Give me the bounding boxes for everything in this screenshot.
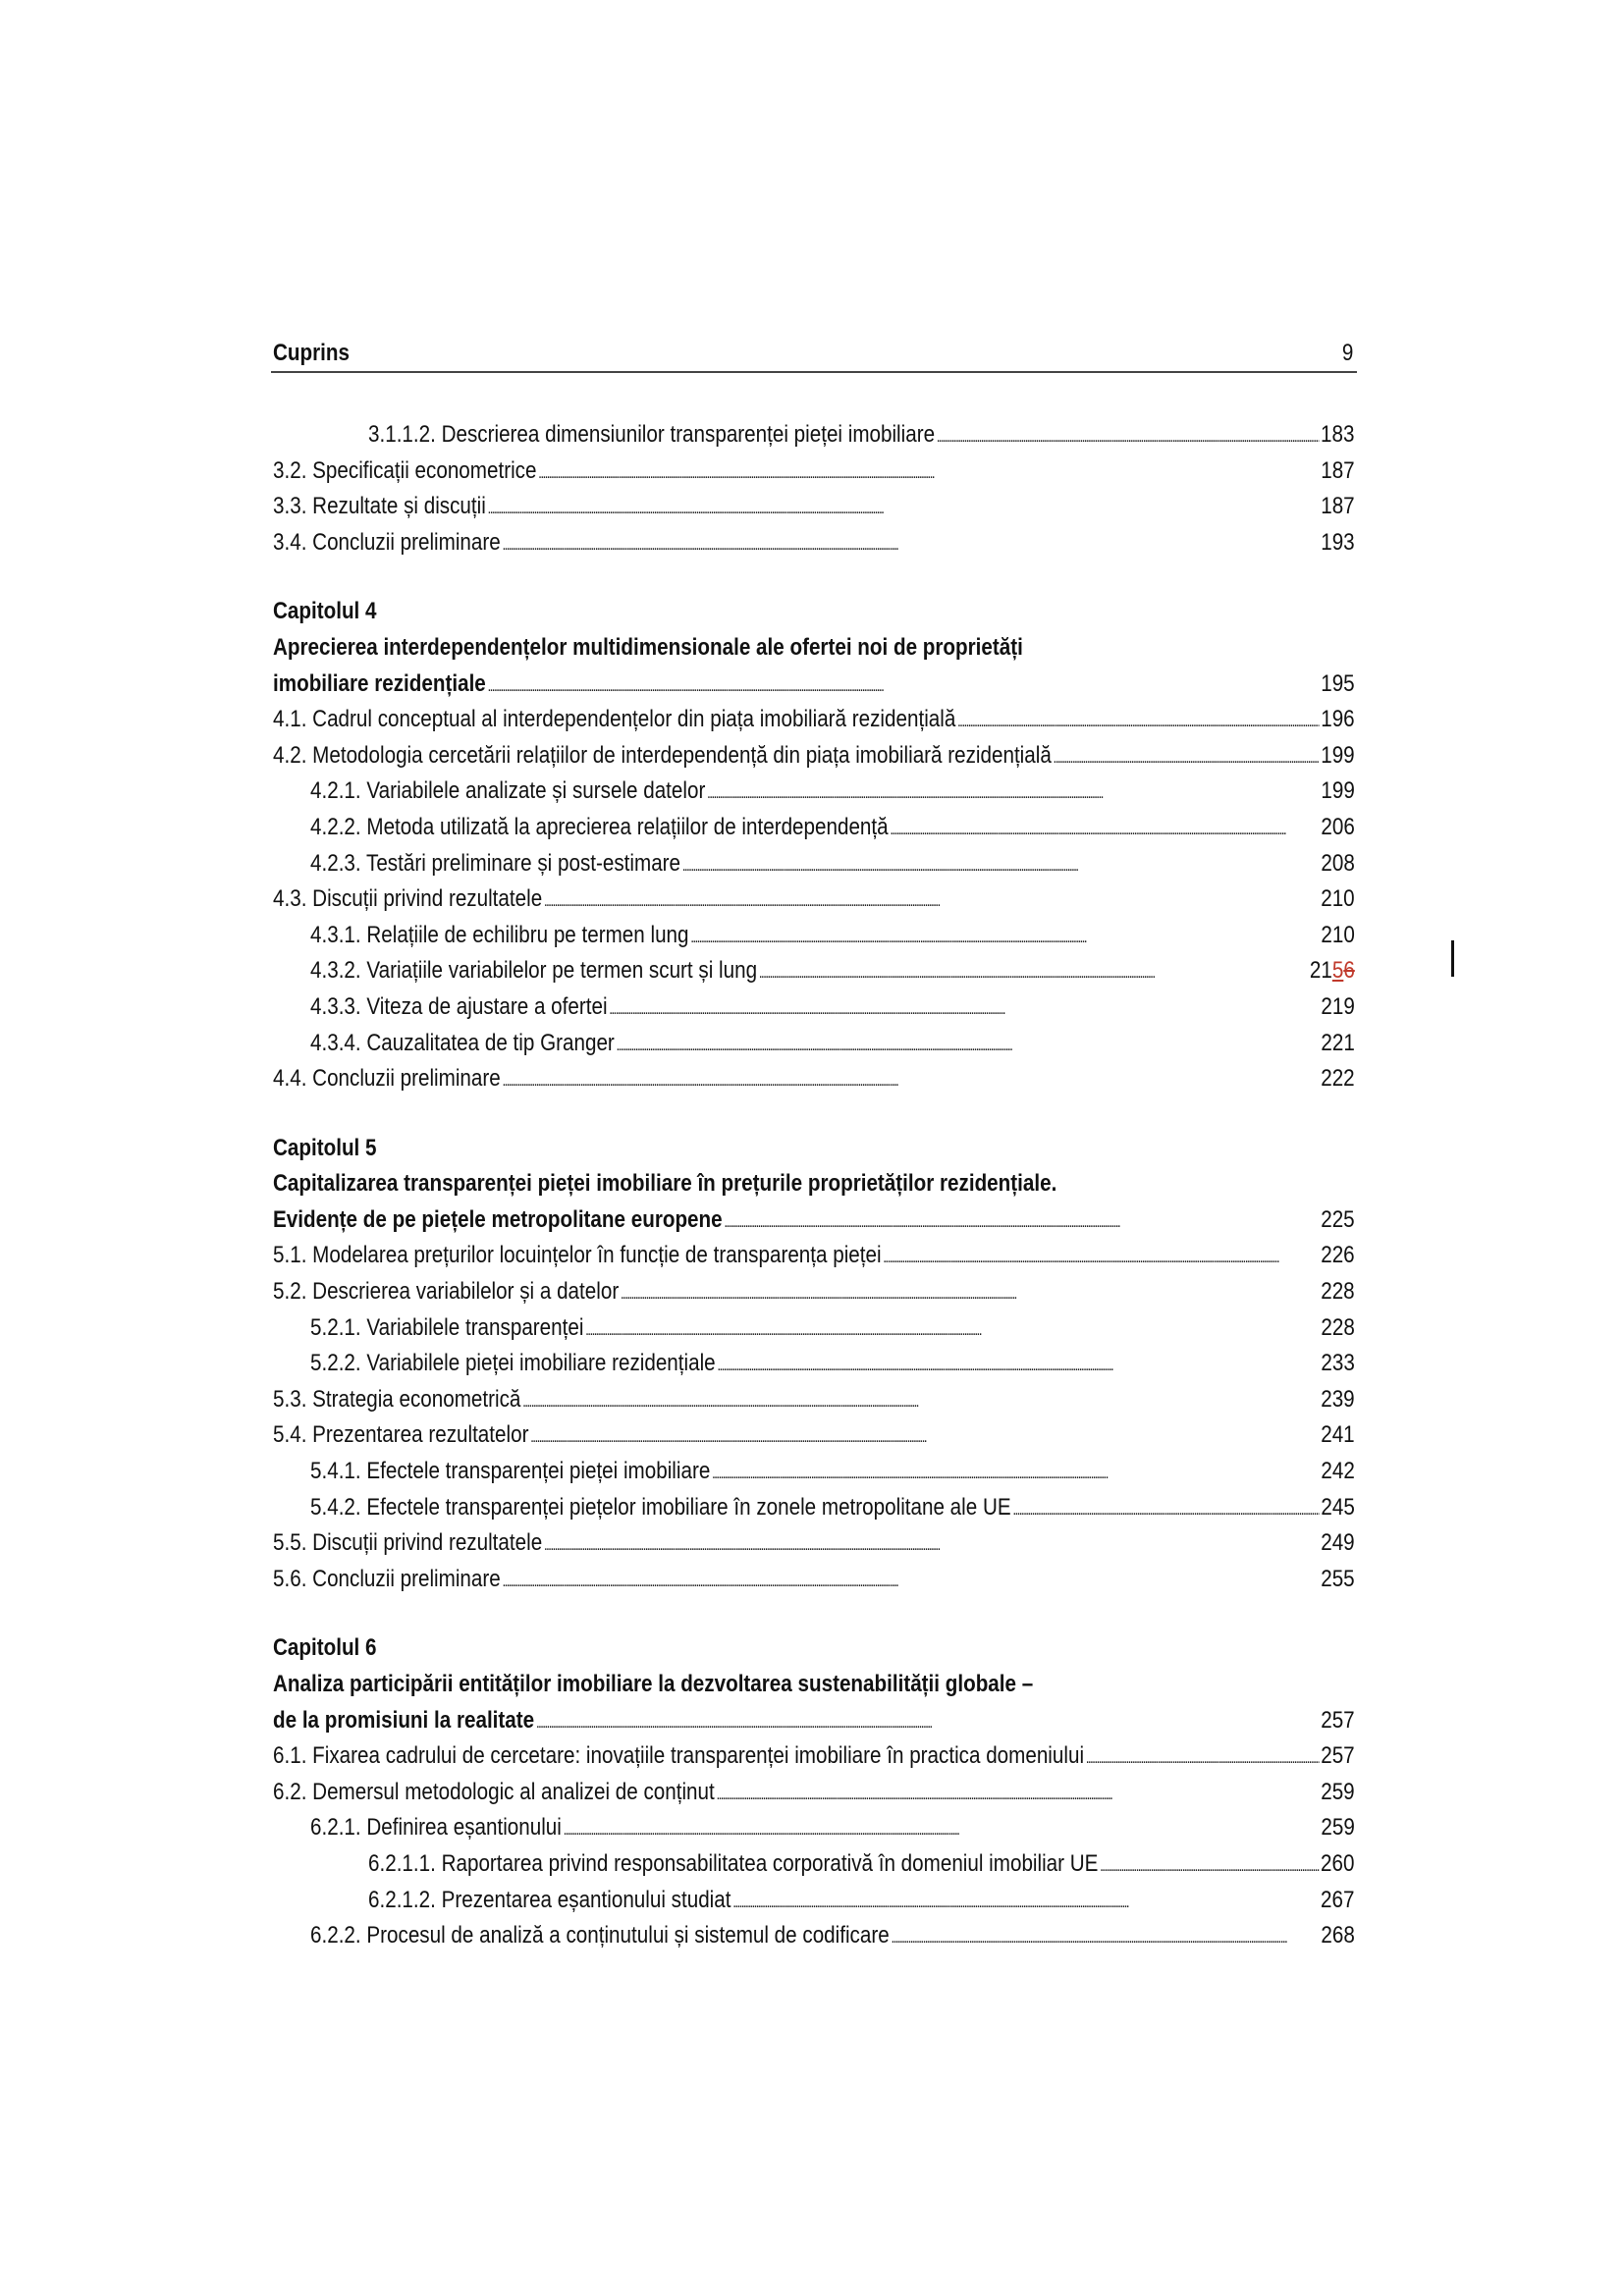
- toc-entry-page: 208: [1321, 849, 1355, 877]
- section-gap: [271, 1597, 1355, 1630]
- toc-entry-title: 4.3.2. Variațiile variabilelor pe termen scurt și lung: [310, 957, 758, 985]
- chapter-4-label: Capitolul 4: [273, 598, 377, 625]
- toc-entry-title: 4.2.2. Metoda utilizată la aprecierea relațiilor de interdependență: [310, 813, 889, 840]
- table-of-contents: [271, 417, 1355, 1954]
- toc-entry[interactable]: [271, 1810, 1355, 1846]
- chapter-label: [271, 1131, 1355, 1167]
- toc-entry-title: 5.3. Strategia econometrică: [273, 1385, 521, 1413]
- toc-entry-title: 3.1.1.2. Descrierea dimensiunilor transparenței pieței imobiliare: [368, 421, 936, 448]
- toc-entry[interactable]: [271, 1490, 1355, 1526]
- toc-entry-page-revised: [1310, 953, 1355, 989]
- chapter-5-title-line-2: Evidențe de pe piețele metropolitane europene: [273, 1205, 723, 1233]
- tracked-insertion: 5: [1331, 957, 1344, 985]
- toc-entry-title: 4.2. Metodologia cercetării relațiilor de interdependență din piața imobiliară rezidențială: [273, 741, 1052, 769]
- chapter-label: [271, 594, 1355, 630]
- chapter-4-title-line-2: imobiliare rezidențiale: [273, 669, 486, 697]
- toc-entry-title: 5.5. Discuții privind rezultatele: [273, 1529, 543, 1557]
- toc-entry[interactable]: [271, 881, 1355, 918]
- header-page-number: 9: [1341, 340, 1353, 366]
- toc-entry-page: 193: [1321, 528, 1355, 556]
- toc-entry-page: 210: [1321, 885, 1355, 913]
- toc-entry-revised[interactable]: [271, 953, 1355, 989]
- dot-leader: [544, 888, 1320, 916]
- dot-leader: [690, 925, 1319, 952]
- toc-entry[interactable]: [271, 489, 1355, 525]
- toc-entry[interactable]: [271, 1525, 1355, 1562]
- toc-entry-title: 5.4.1. Efectele transparenței pieței imobiliare: [310, 1458, 711, 1485]
- dot-leader: [1086, 1745, 1320, 1773]
- chapter-6-label: Capitolul 6: [273, 1634, 377, 1662]
- toc-entry[interactable]: [271, 1562, 1355, 1598]
- chapter-title-line: [271, 1667, 1355, 1703]
- toc-entry-page: 241: [1321, 1421, 1355, 1449]
- chapter-5-label: Capitolul 5: [273, 1134, 377, 1161]
- toc-entry[interactable]: [271, 1738, 1355, 1775]
- toc-entry-title: 3.2. Specificații econometrice: [273, 456, 537, 484]
- toc-entry[interactable]: [271, 1775, 1355, 1811]
- header-title: Cuprins: [273, 340, 350, 366]
- dot-leader: [544, 1532, 1320, 1560]
- toc-entry[interactable]: [271, 1918, 1355, 1954]
- dot-leader: [609, 996, 1319, 1024]
- dot-leader: [716, 1782, 1319, 1809]
- section-gap: [271, 561, 1355, 594]
- dot-leader: [717, 1353, 1319, 1380]
- toc-entry-title: 5.6. Concluzii preliminare: [273, 1565, 501, 1592]
- toc-entry-page: 187: [1321, 456, 1355, 484]
- page-base-digits: 21: [1309, 957, 1332, 985]
- toc-entry-title: 6.1. Fixarea cadrului de cercetare: inovațiile transparenței imobiliare în practica domeniului: [273, 1742, 1085, 1770]
- toc-entry-page: 199: [1321, 741, 1355, 769]
- dot-leader: [564, 1817, 1320, 1844]
- toc-entry[interactable]: [271, 918, 1355, 954]
- dot-leader: [724, 1209, 1319, 1237]
- dot-leader: [890, 817, 1319, 844]
- toc-entry-title: 5.2.2. Variabilele pieței imobiliare rezidențiale: [310, 1350, 716, 1377]
- chapter-title-line: [271, 630, 1355, 667]
- toc-entry-page: 195: [1321, 669, 1355, 697]
- toc-entry-page: 228: [1321, 1313, 1355, 1341]
- chapter-5-title-line-1: Capitalizarea transparenței pieței imobiliare în prețurile proprietăților rezidențiale.: [273, 1170, 1057, 1198]
- toc-entry-title: 4.2.1. Variabilele analizate și sursele datelor: [310, 777, 706, 805]
- toc-entry-page: 259: [1321, 1814, 1355, 1842]
- dot-leader: [682, 853, 1320, 881]
- toc-entry-page: 206: [1321, 813, 1355, 840]
- toc-entry-title: 5.1. Modelarea prețurilor locuințelor în funcție de transparența pieței: [273, 1242, 882, 1269]
- toc-entry-page: 239: [1321, 1385, 1355, 1413]
- toc-entry-title: 6.2. Demersul metodologic al analizei de conținut: [273, 1778, 715, 1805]
- toc-entry[interactable]: [271, 1454, 1355, 1490]
- dot-leader: [712, 1461, 1320, 1488]
- toc-entry-title: 4.1. Cadrul conceptual al interdependențelor din piața imobiliară rezidențială: [273, 706, 956, 733]
- dot-leader: [759, 960, 1308, 988]
- toc-entry-page: 226: [1321, 1242, 1355, 1269]
- dot-leader: [488, 496, 1320, 523]
- dot-leader: [1012, 1497, 1319, 1524]
- toc-entry-page: 257: [1321, 1742, 1355, 1770]
- toc-entry[interactable]: [271, 1846, 1355, 1883]
- revision-change-bar: [1451, 940, 1454, 977]
- toc-entry-title: 4.4. Concluzii preliminare: [273, 1065, 501, 1093]
- dot-leader: [502, 1569, 1319, 1596]
- toc-entry-title: 5.4. Prezentarea rezultatelor: [273, 1421, 529, 1449]
- toc-entry-title: 6.2.1.2. Prezentarea eșantionului studiat: [368, 1886, 731, 1913]
- dot-leader: [707, 780, 1320, 808]
- toc-entry-title: 3.3. Rezultate și discuții: [273, 493, 486, 520]
- chapter-label: [271, 1630, 1355, 1667]
- chapter-6-title-line-2: de la promisiuni la realitate: [273, 1706, 535, 1734]
- toc-entry-page: 255: [1321, 1565, 1355, 1592]
- toc-entry-page: 222: [1321, 1065, 1355, 1093]
- toc-entry-page: 210: [1321, 921, 1355, 948]
- toc-entry-title: 4.3.4. Cauzalitatea de tip Granger: [310, 1029, 615, 1056]
- toc-entry-page: 228: [1321, 1278, 1355, 1306]
- toc-entry[interactable]: [271, 1310, 1355, 1347]
- toc-entry[interactable]: [271, 810, 1355, 846]
- section-gap: [271, 1097, 1355, 1131]
- dot-leader: [530, 1424, 1319, 1452]
- toc-entry-page: 196: [1321, 706, 1355, 733]
- toc-entry-page: 187: [1321, 493, 1355, 520]
- dot-leader: [617, 1033, 1320, 1060]
- dot-leader: [585, 1317, 1320, 1345]
- toc-entry[interactable]: [271, 989, 1355, 1026]
- chapter-4-title-line-1: Aprecierea interdependențelor multidimensionale ale ofertei noi de proprietăți: [273, 633, 1023, 661]
- dot-leader: [937, 424, 1320, 452]
- toc-entry[interactable]: [271, 1417, 1355, 1454]
- dot-leader: [538, 460, 1319, 488]
- toc-entry-page: 199: [1321, 777, 1355, 805]
- toc-entry[interactable]: [271, 738, 1355, 774]
- toc-entry[interactable]: [271, 702, 1355, 738]
- toc-entry[interactable]: [271, 1883, 1355, 1919]
- dot-leader: [522, 1389, 1319, 1416]
- dot-leader: [957, 709, 1319, 736]
- toc-entry-page: 257: [1321, 1706, 1355, 1734]
- toc-entry-page: 245: [1321, 1493, 1355, 1521]
- dot-leader: [891, 1925, 1319, 1952]
- dot-leader: [1054, 745, 1320, 773]
- toc-entry-title: 4.2.3. Testări preliminare și post-estimare: [310, 849, 681, 877]
- chapter-4-entry[interactable]: [271, 667, 1355, 703]
- toc-entry[interactable]: [271, 1026, 1355, 1062]
- toc-entry[interactable]: [271, 774, 1355, 810]
- toc-entry-page: 219: [1321, 992, 1355, 1020]
- chapter-6-entry[interactable]: [271, 1703, 1355, 1739]
- dot-leader: [883, 1245, 1319, 1272]
- toc-entry-title: 4.3.3. Viteza de ajustare a ofertei: [310, 992, 608, 1020]
- toc-entry-title: 5.2. Descrierea variabilelor și a datelor: [273, 1278, 620, 1306]
- toc-entry-page: 259: [1321, 1778, 1355, 1805]
- dot-leader: [502, 1068, 1319, 1095]
- toc-entry-title: 4.3.1. Relațiile de echilibru pe termen lung: [310, 921, 689, 948]
- toc-entry[interactable]: [271, 454, 1355, 490]
- toc-entry[interactable]: [271, 846, 1355, 882]
- toc-entry-page: 268: [1321, 1922, 1355, 1949]
- toc-entry-title: 6.2.1. Definirea eșantionului: [310, 1814, 562, 1842]
- dot-leader: [488, 673, 1311, 701]
- dot-leader: [732, 1890, 1319, 1917]
- toc-entry-page: 183: [1321, 421, 1355, 448]
- chapter-5-entry[interactable]: [271, 1202, 1355, 1239]
- toc-entry-title: 4.3. Discuții privind rezultatele: [273, 885, 543, 913]
- toc-entry-page: 242: [1321, 1458, 1355, 1485]
- toc-entry[interactable]: [271, 1238, 1355, 1274]
- toc-entry[interactable]: [271, 417, 1355, 454]
- dot-leader: [1100, 1853, 1319, 1881]
- dot-leader: [621, 1281, 1320, 1308]
- toc-entry-title: 6.2.1.1. Raportarea privind responsabilitatea corporativă în domeniul imobiliar UE: [368, 1849, 1099, 1877]
- toc-entry[interactable]: [271, 1274, 1355, 1310]
- toc-entry-title: 3.4. Concluzii preliminare: [273, 528, 501, 556]
- toc-entry[interactable]: [271, 1382, 1355, 1418]
- toc-entry[interactable]: [271, 1346, 1355, 1382]
- tracked-deletion: 6: [1343, 957, 1355, 985]
- chapter-title-line: [271, 1166, 1355, 1202]
- dot-leader: [502, 532, 1319, 560]
- toc-entry-title: 5.4.2. Efectele transparenței piețelor imobiliare în zonele metropolitane ale UE: [310, 1493, 1011, 1521]
- toc-entry-title: 5.2.1. Variabilele transparenței: [310, 1313, 584, 1341]
- toc-entry[interactable]: [271, 1061, 1355, 1097]
- toc-entry-page: 233: [1321, 1350, 1355, 1377]
- toc-entry-page: 260: [1321, 1849, 1355, 1877]
- toc-entry-page: 221: [1321, 1029, 1355, 1056]
- dot-leader: [536, 1710, 1320, 1737]
- toc-entry-page: 249: [1321, 1529, 1355, 1557]
- toc-entry-page: 225: [1321, 1205, 1355, 1233]
- toc-entry-title: 6.2.2. Procesul de analiză a conținutului și sistemul de codificare: [310, 1922, 890, 1949]
- running-header: [271, 340, 1357, 373]
- toc-entry-page: 267: [1321, 1886, 1355, 1913]
- chapter-6-title-line-1: Analiza participării entităților imobiliare la dezvoltarea sustenabilității globale –: [273, 1671, 1034, 1697]
- toc-entry[interactable]: [271, 525, 1355, 561]
